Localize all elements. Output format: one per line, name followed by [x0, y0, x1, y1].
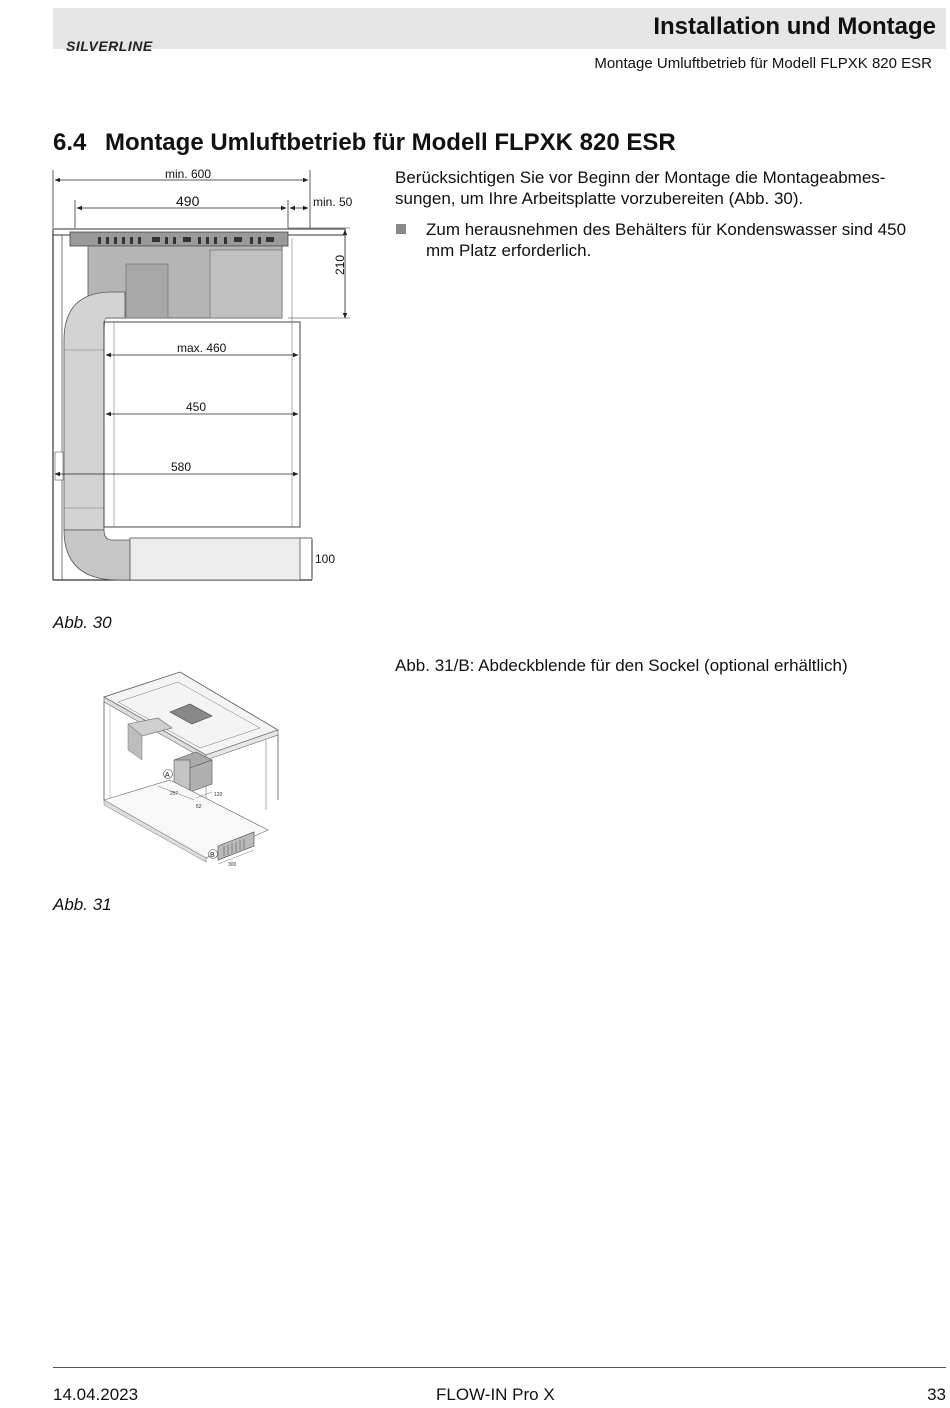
intro-paragraph: Berücksichtigen Sie vor Beginn der Montage die Montageabmes-sungen, um Ihre Arbeitsplatte vorzubereiten (Abb. 30).: [395, 168, 886, 208]
footer-product-name: FLOW-IN Pro X: [436, 1385, 555, 1404]
section-number: 6.4: [53, 129, 87, 156]
footer-divider: [53, 1367, 946, 1368]
figure-caption: Abb. 30: [53, 613, 112, 632]
label-a: A: [165, 772, 170, 779]
label-b: B: [210, 852, 215, 859]
dim-min-600: min. 600: [165, 167, 212, 181]
figure-side-caption: Abb. 31/B: Abdeckblende für den Sockel (optional erhältlich): [395, 656, 848, 675]
section-heading: [53, 129, 676, 157]
dim-52: 52: [196, 804, 202, 810]
dim-max-460: max. 460: [177, 341, 227, 355]
brand-logo: SILVERLINE: [66, 38, 153, 54]
page-subtitle: Montage Umluftbetrieb für Modell FLPXK 820 ESR: [594, 55, 932, 72]
bullet-text: Zum herausnehmen des Behälters für Kondenswasser sind 450 mm Platz erforderlich.: [426, 220, 907, 260]
bullet-square-icon: [396, 224, 406, 234]
dim-210: 210: [333, 254, 347, 275]
dim-490: 490: [176, 193, 200, 209]
dim-580: 580: [171, 460, 192, 474]
page-title: Installation und Montage: [653, 13, 936, 40]
dim-120: 120: [214, 792, 223, 798]
page-number: 33: [927, 1385, 946, 1404]
installation-dimension-drawing: [50, 160, 370, 590]
figure-caption: Abb. 31: [53, 895, 112, 914]
footer-date: 14.04.2023: [53, 1385, 139, 1404]
dim-100: 100: [315, 552, 336, 566]
section-title: Montage Umluftbetrieb für Modell FLPXK 820 ESR: [105, 129, 676, 156]
dim-257: 257: [170, 791, 179, 797]
perspective-installation-drawing: [100, 662, 290, 874]
dim-300: 300: [228, 862, 237, 868]
dim-min-50: min. 50: [313, 195, 353, 209]
dim-450: 450: [186, 400, 207, 414]
